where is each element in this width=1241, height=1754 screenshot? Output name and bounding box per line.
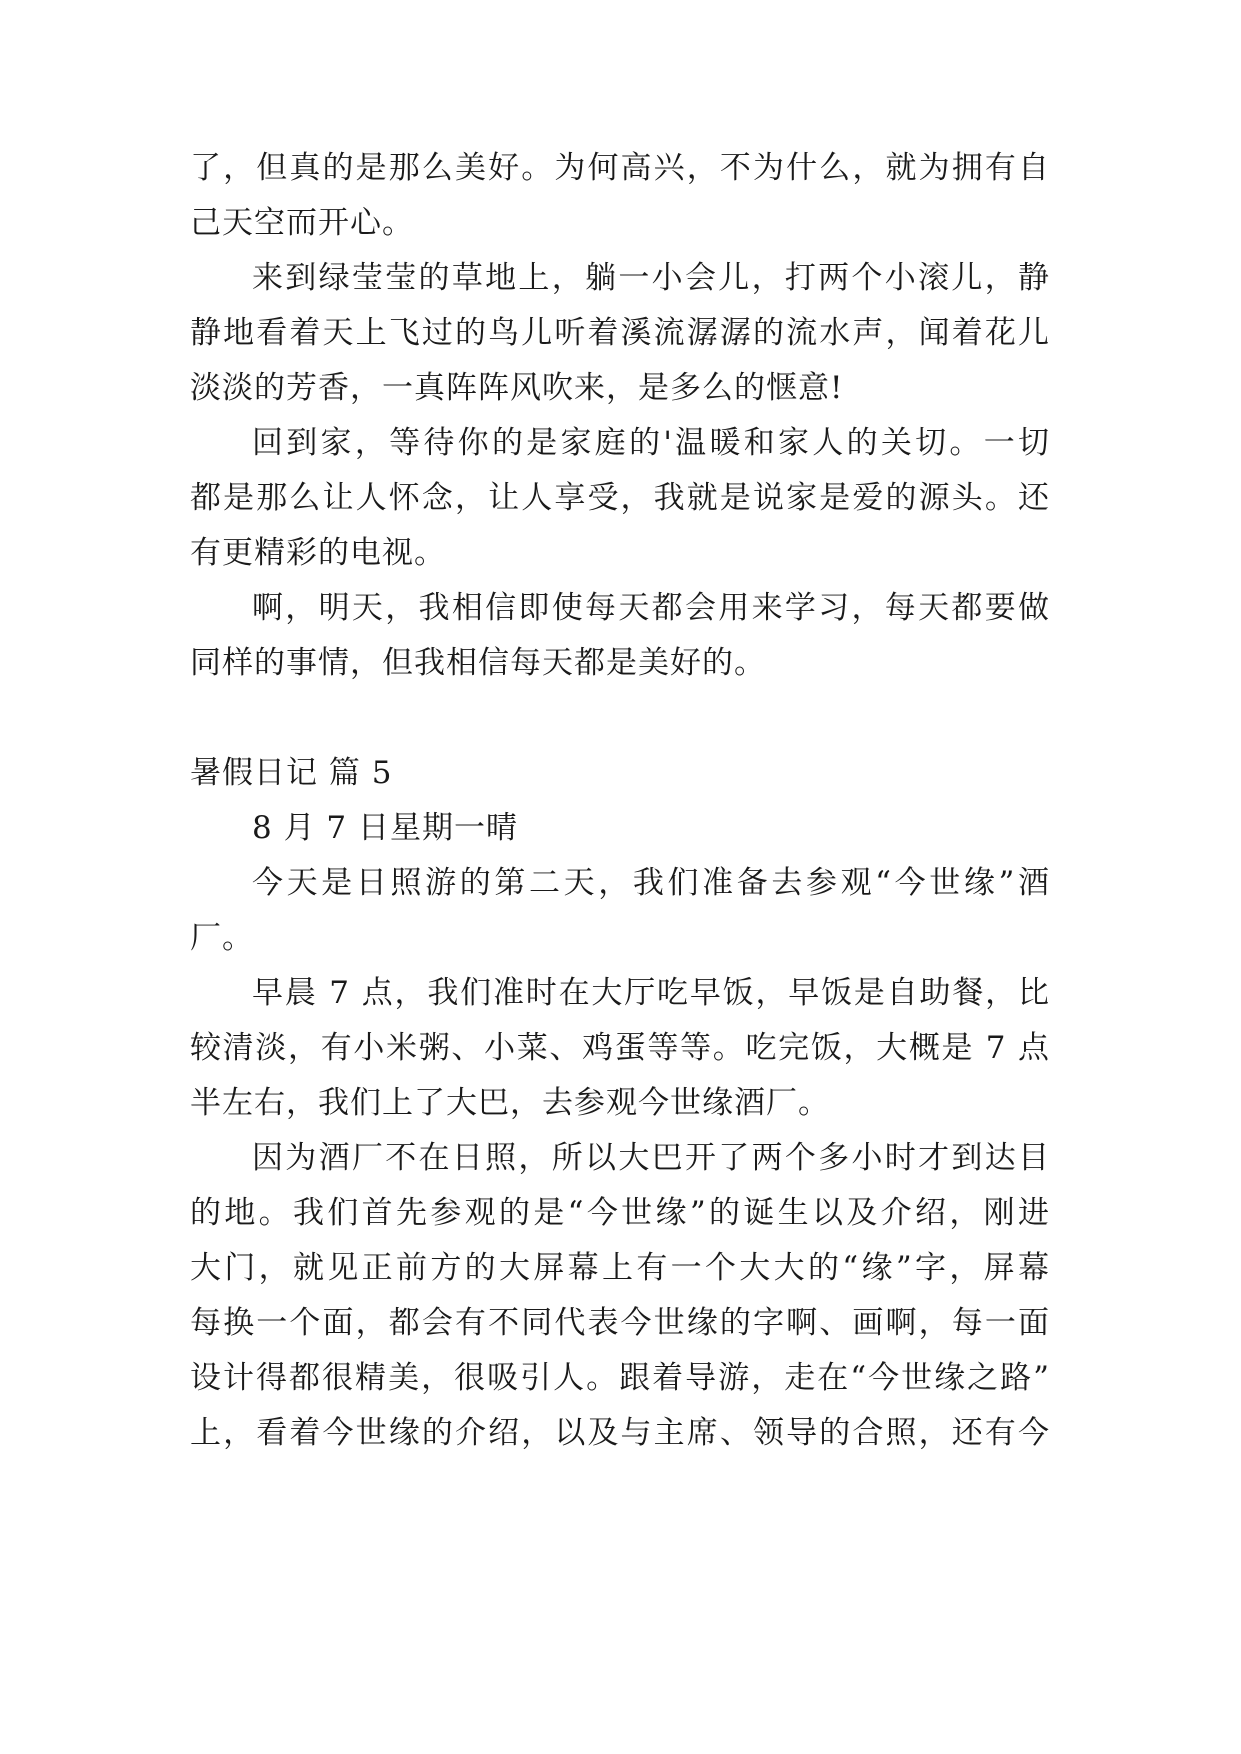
text-line: 的地。我们首先参观的是“今世缘”的诞生以及介绍，刚进: [190, 1195, 1050, 1231]
text-line: 设计得都很精美，很吸引人。跟着导游，走在“今世缘之路”: [190, 1360, 1050, 1396]
text-line: 己天空而开心。: [190, 205, 414, 241]
text-line: 淡淡的芳香，一真阵阵风吹来，是多么的惬意!: [190, 370, 844, 406]
text-line: 半左右，我们上了大巴，去参观今世缘酒厂。: [190, 1085, 830, 1121]
paragraph-start-line: 来到绿莹莹的草地上，躺一小会儿，打两个小滚儿，静: [252, 260, 1050, 296]
text-line: 静地看着天上飞过的鸟儿听着溪流潺潺的流水声，闻着花儿: [190, 315, 1050, 351]
text-line: 有更精彩的电视。: [190, 535, 446, 571]
text-line: 同样的事情，但我相信每天都是美好的。: [190, 645, 766, 681]
diary-date: 8 月 7 日星期一晴: [252, 810, 519, 846]
text-line: 大门，就见正前方的大屏幕上有一个大大的“缘”字，屏幕: [190, 1250, 1050, 1286]
text-line: 了，但真的是那么美好。为何高兴，不为什么，就为拥有自: [190, 150, 1050, 186]
paragraph-start-line: 啊，明天，我相信即使每天都会用来学习，每天都要做: [252, 590, 1050, 626]
text-line: 都是那么让人怀念，让人享受，我就是说家是爱的源头。还: [190, 480, 1050, 516]
paragraph-start-line: 今天是日照游的第二天，我们准备去参观“今世缘”酒: [252, 865, 1050, 901]
paragraph-start-line: 因为酒厂不在日照，所以大巴开了两个多小时才到达目: [252, 1140, 1050, 1176]
text-line: 每换一个面，都会有不同代表今世缘的字啊、画啊，每一面: [190, 1305, 1050, 1341]
text-line: 厂。: [190, 920, 254, 956]
text-line: 较清淡，有小米粥、小菜、鸡蛋等等。吃完饭，大概是 7 点: [190, 1030, 1050, 1066]
text-line: 上，看着今世缘的介绍，以及与主席、领导的合照，还有今: [190, 1415, 1050, 1451]
paragraph-start-line: 回到家，等待你的是家庭的'温暖和家人的关切。一切: [252, 425, 1050, 461]
paragraph-start-line: 早晨 7 点，我们准时在大厅吃早饭，早饭是自助餐，比: [252, 975, 1050, 1011]
section-heading: 暑假日记 篇 5: [190, 755, 393, 791]
